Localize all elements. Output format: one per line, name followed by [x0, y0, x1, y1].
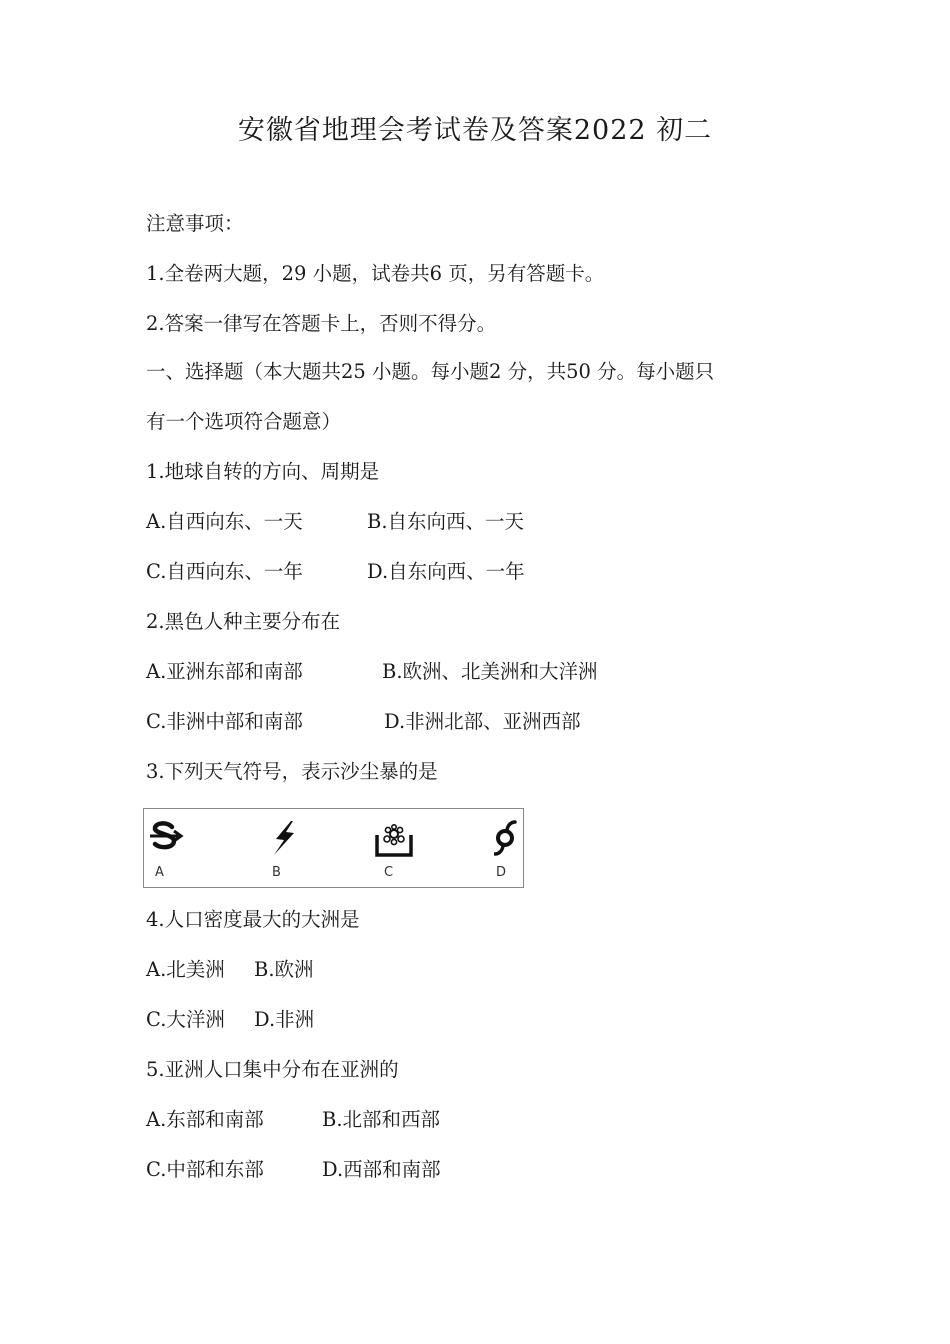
option-a: A.北美洲: [146, 958, 225, 981]
symbol-label: D: [496, 865, 507, 880]
notes-item: 1.全卷两大题，29 小题，试卷共6 页，另有答题卡。: [146, 262, 605, 285]
symbol-cell-c: [374, 809, 434, 887]
option-c: C.中部和东部: [146, 1158, 264, 1181]
option-row: [146, 1154, 441, 1182]
option-d: D.自东向西、一年: [367, 560, 525, 583]
option-d: D.西部和南部: [322, 1158, 441, 1181]
section-instruction: 一、选择题（本大题共25 小题。每小题2 分，共50 分。每小题只: [146, 360, 715, 383]
option-c: C.自西向东、一年: [146, 560, 303, 583]
notes-heading: 注意事项：: [146, 212, 244, 235]
option-b: B.欧洲、北美洲和大洋洲: [382, 660, 598, 683]
page-title: 安徽省地理会考试卷及答案2022 初二: [237, 115, 713, 146]
symbol-label: B: [272, 865, 281, 880]
question-stem: 4.人口密度最大的大洲是: [146, 908, 360, 931]
option-row: [146, 556, 525, 584]
symbol-cell-a: [148, 809, 208, 887]
option-d: D.非洲: [254, 1008, 315, 1031]
sandstorm-symbol-icon: [148, 819, 184, 859]
notes-item: 2.答案一律写在答题卡上，否则不得分。: [146, 312, 497, 335]
weather-symbol-table: [143, 808, 524, 888]
snow-symbol-icon: [374, 819, 414, 859]
option-row: [146, 954, 314, 982]
symbol-label: A: [155, 865, 164, 880]
option-row: [146, 706, 581, 734]
option-row: [146, 656, 598, 684]
option-d: D.非洲北部、亚洲西部: [384, 710, 581, 733]
option-row: [146, 1004, 315, 1032]
question-stem: 5.亚洲人口集中分布在亚洲的: [146, 1058, 399, 1081]
option-row: [146, 506, 525, 534]
question-stem: 1.地球自转的方向、周期是: [146, 460, 380, 483]
option-c: C.非洲中部和南部: [146, 710, 303, 733]
symbol-cell-b: [264, 809, 324, 887]
option-row: [146, 1104, 441, 1132]
thunderstorm-symbol-icon: [264, 819, 304, 859]
option-b: B.北部和西部: [322, 1108, 441, 1131]
option-b: B.自东向西、一天: [367, 510, 525, 533]
question-stem: 3.下列天气符号，表示沙尘暴的是: [146, 760, 438, 783]
typhoon-symbol-icon: [494, 819, 524, 859]
symbol-cell-d: [494, 809, 554, 887]
question-stem: 2.黑色人种主要分布在: [146, 610, 341, 633]
option-b: B.欧洲: [254, 958, 314, 981]
symbol-label: C: [384, 865, 394, 880]
option-a: A.亚洲东部和南部: [146, 660, 303, 683]
option-a: A.东部和南部: [146, 1108, 264, 1131]
option-c: C.大洋洲: [146, 1008, 225, 1031]
section-instruction: 有一个选项符合题意）: [146, 410, 342, 433]
option-a: A.自西向东、一天: [146, 510, 303, 533]
